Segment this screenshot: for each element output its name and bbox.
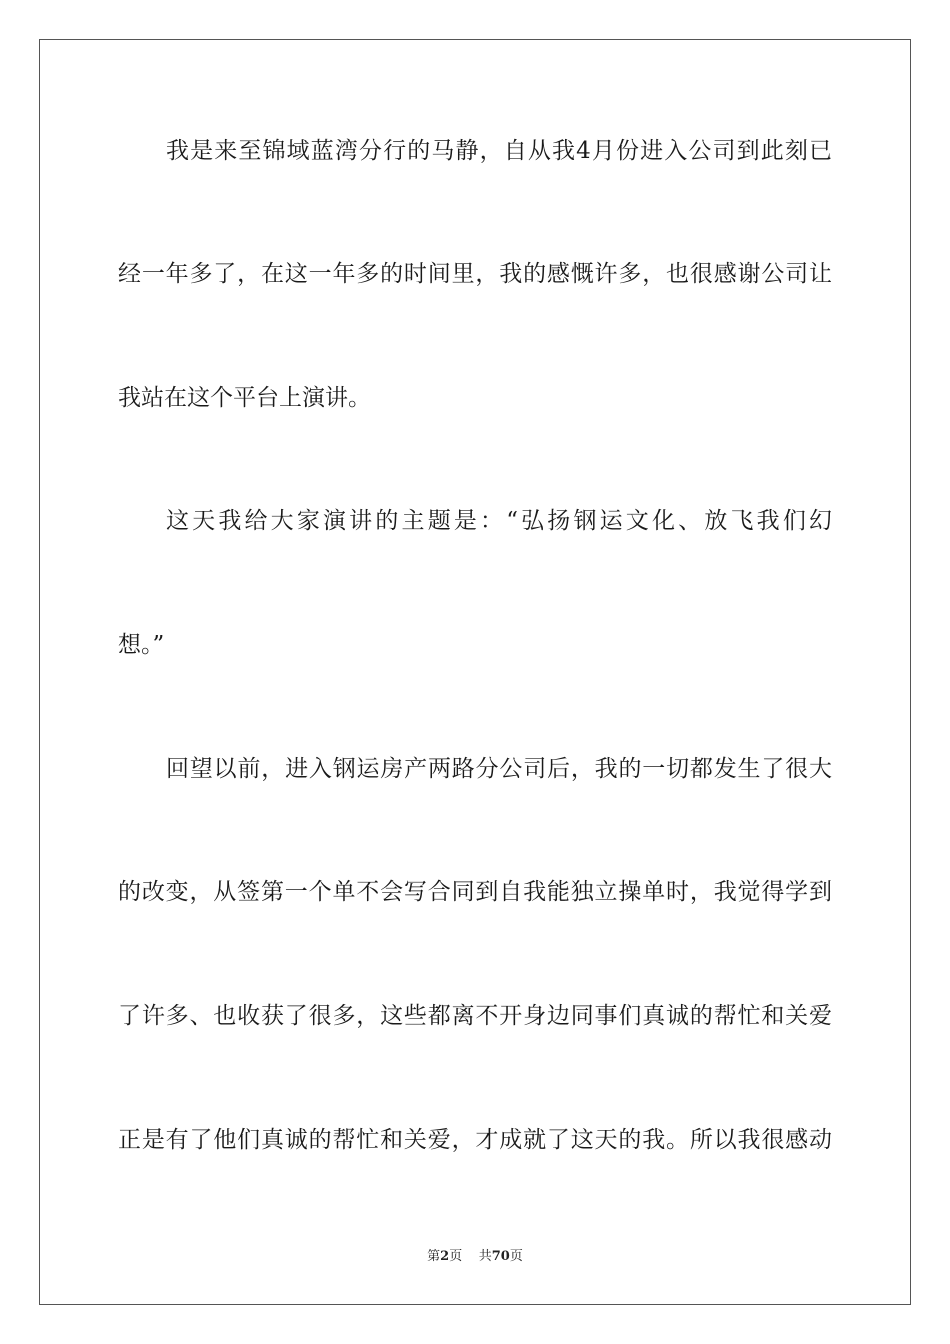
paragraph-1-line-1: 我是来至锦域蓝湾分行的马静，自从我4月份进入公司到此刻已 xyxy=(166,138,832,164)
paragraph-3-line-1: 回望以前，进入钢运房产两路分公司后，我的一切都发生了很大 xyxy=(166,756,832,782)
paragraph-3-line-3: 了许多、也收获了很多，这些都离不开身边同事们真诚的帮忙和关爱 xyxy=(118,1003,832,1029)
paragraph-1-line-3: 我站在这个平台上演讲。 xyxy=(118,385,371,411)
total-suffix: 页 xyxy=(509,1249,523,1264)
paragraph-1-line-2: 经一年多了，在这一年多的时间里，我的感慨许多，也很感谢公司让 xyxy=(118,261,832,287)
page-prefix: 第 xyxy=(427,1249,441,1264)
paragraph-3-line-2: 的改变，从签第一个单不会写合同到自我能独立操单时，我觉得学到 xyxy=(118,879,832,905)
page-suffix: 页 xyxy=(449,1249,463,1264)
paragraph-2-line-1: 这天我给大家演讲的主题是：“弘扬钢运文化、放飞我们幻 xyxy=(166,508,832,534)
paragraph-2-line-2: 想。” xyxy=(118,632,165,658)
paragraph-3-line-4: 正是有了他们真诚的帮忙和关爱，才成就了这天的我。所以我很感动 xyxy=(118,1127,832,1153)
page-number: 2 xyxy=(440,1249,450,1264)
total-prefix: 共 xyxy=(478,1249,492,1264)
total-pages: 70 xyxy=(491,1249,510,1264)
page-footer xyxy=(0,1245,950,1264)
page-border xyxy=(39,39,911,1305)
